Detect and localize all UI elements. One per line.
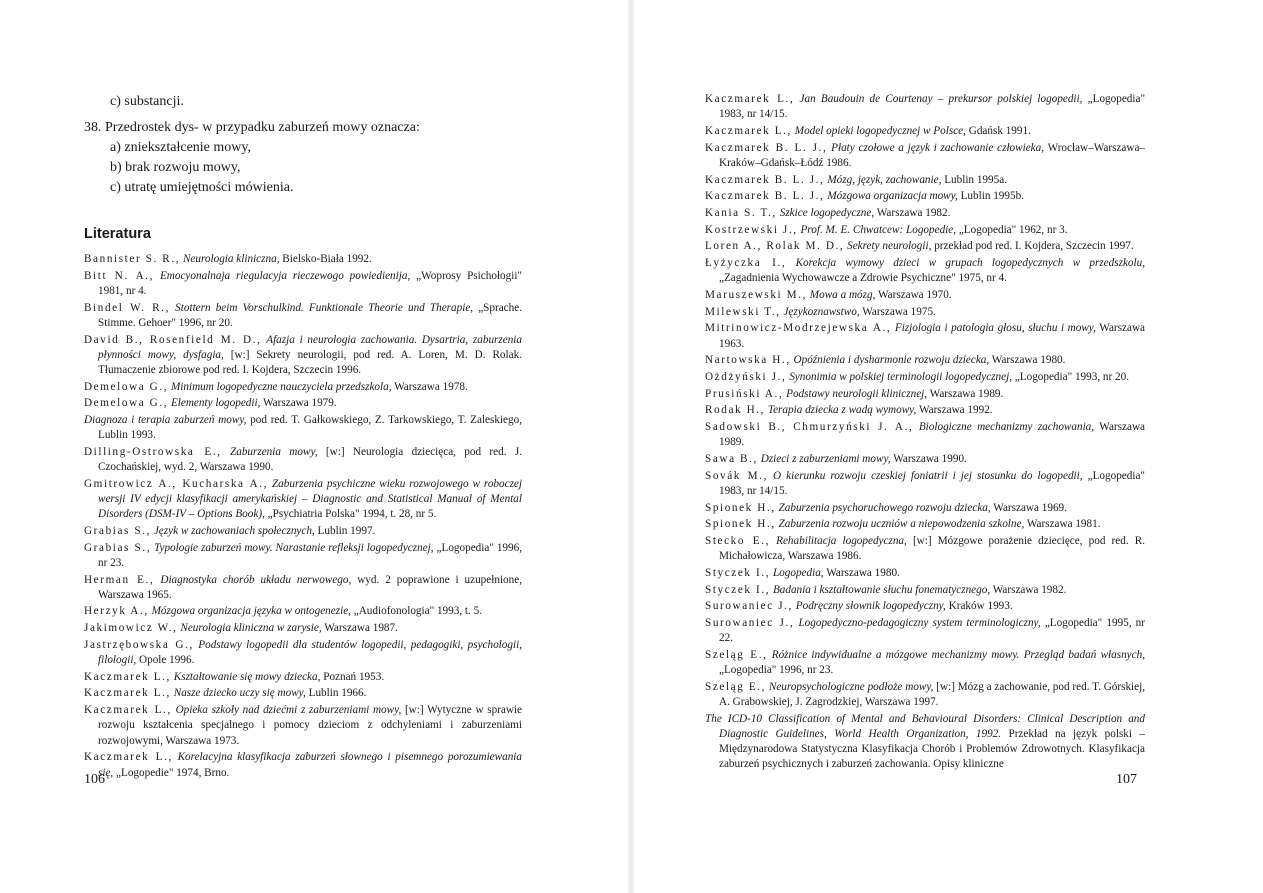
reference-entry	[84, 445, 522, 475]
reference-author: Jastrzębowska G.,	[84, 638, 194, 651]
reference-details: Warszawa 1963.	[719, 322, 1145, 350]
reference-title: Zaburzenia psychoruchowego rozwoju dziecka,	[778, 501, 991, 514]
reference-author: Maruszewski M.,	[705, 288, 807, 301]
reference-entry	[705, 599, 1145, 614]
reference-title: Minimum logopedyczne nauczyciela przedszkola,	[170, 380, 392, 393]
reference-details: Warszawa 1981.	[1024, 518, 1101, 531]
reference-details: „Logopedia" 1993, nr 20.	[1012, 370, 1130, 383]
reference-title: Biologiczne mechanizmy zachowania,	[918, 421, 1095, 434]
reference-entry	[84, 604, 522, 619]
reference-details: „Sprache. Stimme. Gehoer" 1996, nr 20.	[98, 301, 522, 329]
reference-details: Warszawa 1987.	[321, 622, 398, 635]
answer-option: a) zniekształcenie mowy,	[110, 140, 251, 155]
reference-author: Łyżyczka I.,	[705, 257, 787, 270]
reference-details: Lublin 1997.	[314, 524, 376, 537]
reference-entry	[84, 380, 522, 395]
answer-option: b) brak rozwoju mowy,	[110, 160, 241, 175]
reference-details: [w:] Neurologia dziecięca, pod red. J. Czochańskiej, wyd. 2, Warszawa 1990.	[98, 445, 522, 474]
reference-entry	[705, 124, 1145, 139]
reference-title: Podręczny słownik logopedyczny,	[795, 600, 946, 613]
reference-entry	[84, 638, 522, 668]
reference-title: Rehabilitacja logopedyczna,	[776, 534, 907, 547]
reference-title: Badania i kształtowanie słuchu fonematycznego,	[772, 583, 991, 596]
reference-entry	[84, 252, 522, 267]
reference-author: Jakimowicz W.,	[84, 622, 178, 635]
reference-details: [w:] Wytyczne w sprawie rozwoju kształcenia specjalnego i pomocy dzieciom z odchyleniami i zaburzeniami rozwojowymi, Warszawa 1973.	[98, 704, 523, 747]
reference-title: Mózgowa organizacja języka w ontogenezie,	[151, 605, 351, 618]
reference-author: Spionek H.,	[705, 518, 776, 531]
reference-author: David B., Rosenfield M. D.,	[84, 333, 262, 346]
reference-title: Płaty czołowe a język i zachowanie człowieka,	[831, 141, 1045, 154]
reference-author: Grabias S.,	[84, 541, 152, 554]
reference-author: Herzyk A.,	[84, 605, 149, 618]
reference-author: Kaczmarek L.,	[84, 670, 171, 683]
reference-entry	[705, 173, 1145, 188]
reference-entry	[705, 223, 1145, 238]
reference-title: Opóźnienia i dysharmonie rozwoju dziecka,	[793, 354, 990, 367]
reference-title: Fizjologia i patologia głosu, słuchu i mowy,	[894, 322, 1096, 335]
reference-title: Model opieki logopedycznej w Polsce,	[794, 124, 966, 137]
reference-entry	[705, 648, 1145, 678]
reference-details: Warszawa 1980.	[989, 354, 1066, 367]
reference-entry	[84, 621, 522, 636]
reference-entry	[705, 256, 1145, 286]
reference-title: Korekcja wymowy dzieci w grupach logopedycznych w przedszkolu,	[795, 257, 1146, 270]
answer-option: c) utratę umiejętności mówienia.	[110, 180, 294, 195]
reference-details: Warszawa 1982.	[990, 583, 1067, 596]
reference-title: Diagnoza i terapia zaburzeń mowy,	[84, 414, 247, 427]
reference-details: Wrocław–Warszawa–Kraków–Gdańsk–Łódź 1986.	[719, 141, 1146, 169]
reference-entry	[84, 396, 522, 411]
reference-details: „Logopedie" 1974, Brno.	[113, 766, 230, 779]
reference-author: Bindel W. R.,	[84, 301, 171, 314]
reference-title: Diagnostyka chorób układu nerwowego,	[160, 573, 352, 586]
reference-author: Kaczmarek L.,	[84, 687, 171, 700]
references-heading: Literatura	[84, 226, 151, 242]
reference-details: Warszawa 1970.	[875, 288, 952, 301]
reference-author: Bannister S. R.,	[84, 253, 181, 265]
reference-author: Stecko E.,	[705, 534, 770, 547]
reference-details: Gdańsk 1991.	[965, 124, 1031, 137]
reference-entry	[705, 387, 1145, 402]
reference-author: Prusiński A.,	[705, 387, 784, 400]
reference-details: „Logopedia" 1983, nr 14/15.	[719, 469, 1145, 497]
reference-title: Terapia dziecka z wadą wymowy,	[767, 404, 917, 417]
left-page	[0, 0, 631, 893]
reference-details: Opole 1996.	[136, 654, 195, 667]
reference-title: Językoznawstwo,	[783, 305, 860, 318]
reference-title: O kierunku rozwoju czeskiej foniatrii i jej stosunku do logopedii,	[773, 469, 1083, 482]
reference-author: Spionek H.,	[705, 501, 776, 514]
reference-title: The ICD-10 Classification of Mental and Behavioural Disorders: Clinical Description and Diagnostic Guidelines, World Health Organization, 1992.	[705, 712, 1145, 740]
reference-title: Afazja i neurologia zachowania. Dysartria, zaburzenia płynności mowy, dysfagia,	[98, 333, 523, 361]
reference-entry	[705, 583, 1145, 598]
reference-details: Warszawa 1975.	[859, 305, 936, 318]
reference-author: Sawa B.,	[705, 452, 758, 465]
reference-details: przekład pod red. I. Kojdera, Szczecin 1997.	[931, 240, 1134, 253]
reference-details: Poznań 1953.	[320, 670, 385, 683]
reference-author: Szeląg E.,	[705, 648, 768, 661]
reference-details: „Logopedia" 1962, nr 3.	[956, 223, 1068, 236]
reference-author: Nartowska H.,	[705, 354, 791, 367]
reference-entry	[705, 680, 1145, 710]
reference-entry	[705, 403, 1145, 418]
reference-details: „Psychiatria Polska" 1994, t. 28, nr 5.	[264, 508, 437, 521]
reference-author: Kaczmarek B. L. J.,	[705, 173, 825, 186]
reference-author: Rodak H.,	[705, 404, 766, 417]
reference-details: [w:] Mózgowe porażenie dziecięce, pod red. R. Michałowicza, Warszawa 1986.	[719, 534, 1145, 563]
reference-author: Kaczmarek B. L. J.,	[705, 190, 825, 203]
reference-title: Sekrety neurologii,	[847, 240, 932, 253]
reference-title: Emocyonalnaja riegulacyja rieczewogo powiedienija,	[159, 269, 411, 282]
reference-author: Kania S. T.,	[705, 206, 777, 219]
right-page	[631, 0, 1263, 893]
references-list-left	[84, 252, 522, 781]
reference-entry	[705, 288, 1145, 303]
reference-title: Mowa a mózg,	[809, 288, 876, 301]
reference-details: „Audiofonologia" 1993, t. 5.	[350, 605, 483, 618]
reference-entry	[705, 189, 1145, 204]
reference-details: Przekład na język polski – Międzynarodowa Statystyczna Klasyfikacja Chorób i Problemów Zdrowotnych. Klasyfikacja zaburzeń psychicznych i zaburzeń zachowania. Opisy kliniczne	[719, 727, 1146, 771]
reference-details: „Woprosy Psichołogii" 1981, nr 4.	[98, 269, 523, 297]
reference-author: Herman E.,	[84, 573, 155, 586]
reference-author: Kaczmarek L.,	[705, 93, 795, 105]
reference-entry	[705, 420, 1145, 450]
reference-entry	[84, 541, 522, 571]
reference-title: Logopedia,	[772, 566, 824, 579]
reference-author: Gmitrowicz A., Kucharska A.,	[84, 477, 268, 490]
reference-entry	[705, 616, 1145, 646]
reference-title: Jan Baudouin de Courtenay – prekursor polskiej logopedii,	[799, 93, 1083, 105]
reference-details: Warszawa 1969.	[990, 501, 1067, 514]
reference-author: Bitt N. A.,	[84, 269, 155, 282]
reference-details: Warszawa 1980.	[823, 566, 900, 579]
reference-title: Neurologia kliniczna,	[182, 253, 280, 265]
reference-title: Korelacyjna klasyfikacja zaburzeń słownego i pisemnego porozumiewania się,	[98, 751, 522, 779]
reference-entry	[84, 301, 522, 331]
reference-author: Styczek I.,	[705, 566, 771, 579]
reference-entry	[84, 524, 522, 539]
reference-author: Mitrinowicz-Modrzejewska A.,	[705, 322, 892, 335]
reference-details: [w:] Mózg a zachowanie, pod red. T. Górskiej, A. Grabowskiej, J. Zagrodzkiej, Warszawa 1997.	[719, 680, 1146, 709]
reference-author: Loren A., Rolak M. D.,	[705, 240, 845, 253]
reference-entry	[705, 92, 1145, 122]
reference-entry	[705, 452, 1145, 467]
reference-title: Język w zachowaniach społecznych,	[153, 524, 315, 537]
reference-author: Demelowa G.,	[84, 397, 169, 410]
reference-details: Kraków 1993.	[945, 600, 1013, 613]
reference-entry	[84, 686, 522, 701]
reference-entry	[84, 573, 522, 603]
reference-details: „Zagadnienia Wychowawcze a Zdrowie Psychiczne" 1975, nr 4.	[719, 272, 1007, 285]
reference-title: Zaburzenia mowy,	[230, 445, 318, 458]
reference-entry	[84, 269, 522, 299]
reference-author: Grabias S.,	[84, 524, 152, 537]
reference-title: Neurologia kliniczna w zarysie,	[180, 622, 322, 635]
reference-author: Kaczmarek L.,	[705, 124, 792, 137]
reference-entry	[705, 469, 1145, 499]
question-block	[84, 92, 522, 198]
reference-details: Warszawa 1989.	[927, 387, 1004, 400]
reference-title: Zaburzenia rozwoju uczniów a niepowodzenia szkolne,	[778, 518, 1025, 531]
reference-title: Kształtowanie się mowy dziecka,	[173, 670, 321, 683]
reference-title: Synonimia w polskiej terminologii logopedycznej,	[789, 370, 1012, 383]
reference-title: Szkice logopedyczne,	[779, 206, 875, 219]
reference-details: Warszawa 1992.	[916, 404, 993, 417]
reference-entry	[705, 321, 1145, 351]
reference-details: „Logopedia" 1996, nr 23.	[719, 664, 834, 677]
reference-entry	[84, 413, 522, 443]
right-column	[705, 92, 1145, 774]
reference-details: Warszawa 1979.	[260, 397, 337, 410]
reference-author: Szeląg E.,	[705, 680, 767, 693]
reference-details: Warszawa 1990.	[890, 452, 967, 465]
reference-author: Ożdżyński J.,	[705, 370, 787, 383]
reference-entry	[705, 517, 1145, 532]
reference-details: pod red. T. Gałkowskiego, Z. Tarkowskiego, T. Zaleskiego, Lublin 1993.	[98, 414, 522, 442]
reference-author: Demelowa G.,	[84, 380, 169, 393]
reference-details: „Logopedia" 1995, nr 22.	[719, 617, 1145, 645]
reference-author: Sovák M.,	[705, 469, 768, 482]
reference-entry	[705, 712, 1145, 773]
reference-entry	[705, 501, 1145, 516]
reference-title: Różnice indywidualne a mózgowe mechanizmy mowy. Przegląd badań własnych,	[771, 648, 1146, 661]
reference-entry	[705, 239, 1145, 254]
reference-title: Elementy logopedii,	[170, 397, 261, 410]
reference-details: wyd. 2 poprawione i uzupełnione, Warszawa 1965.	[98, 573, 522, 601]
reference-details: Lublin 1995b.	[957, 190, 1024, 203]
reference-entry	[84, 477, 522, 523]
reference-title: Neuropsychologiczne podłoże mowy,	[768, 680, 934, 693]
reference-author: Dilling-Ostrowska E.,	[84, 445, 222, 458]
reference-title: Stottern beim Vorschulkind. Funktionale Theorie und Therapie,	[175, 301, 474, 314]
reference-author: Kaczmarek B. L. J.,	[705, 141, 828, 154]
reference-title: Mózgowa organizacja mowy,	[827, 190, 958, 203]
reference-title: Zaburzenia psychiczne wieku rozwojowego w roboczej wersji IV edycji klasyfikacji amerykańskiej – Diagnostic and Statistical Manual of Mental Disorders (DSM-IV – Options Book),	[98, 477, 523, 521]
reference-entry	[84, 703, 522, 749]
reference-details: Warszawa 1989.	[719, 421, 1145, 449]
reference-details: Warszawa 1982.	[874, 206, 951, 219]
reference-details: „Logopedia" 1983, nr 14/15.	[719, 93, 1146, 121]
reference-author: Styczek I.,	[705, 583, 771, 596]
references-list-right	[705, 92, 1145, 773]
reference-details: Lublin 1995a.	[941, 173, 1007, 186]
reference-entry	[705, 141, 1145, 171]
reference-title: Podstawy logopedii dla studentów logopedii, pedagogiki, psychologii, filologii,	[98, 638, 522, 667]
reference-author: Milewski T.,	[705, 305, 781, 318]
reference-entry	[705, 534, 1145, 564]
reference-author: Sadowski B., Chmurzyński J. A.,	[705, 421, 914, 434]
reference-details: Lublin 1966.	[305, 687, 367, 700]
reference-details: Warszawa 1978.	[391, 380, 468, 393]
page-number-left: 106	[84, 772, 105, 787]
reference-entry	[705, 370, 1145, 385]
reference-entry	[84, 750, 522, 780]
reference-title: Logopedyczno-pedagogiczny system terminologiczny,	[798, 617, 1041, 629]
reference-entry	[705, 353, 1145, 368]
reference-title: Typologie zaburzeń mowy. Narastanie refleksji logopedycznej,	[154, 541, 434, 554]
reference-author: Kaczmarek L.,	[84, 751, 173, 764]
answer-option: c) substancji.	[110, 94, 184, 109]
reference-title: Dzieci z zaburzeniami mowy,	[760, 452, 891, 465]
reference-author: Surowaniec J.,	[705, 617, 795, 629]
page-number-right: 107	[1116, 772, 1137, 787]
reference-details: Bielsko-Biała 1992.	[279, 253, 372, 265]
reference-author: Kostrzewski J.,	[705, 223, 798, 236]
reference-entry	[84, 670, 522, 685]
reference-title: Podstawy neurologii klinicznej,	[786, 387, 928, 400]
reference-entry	[705, 206, 1145, 221]
reference-title: Prof. M. E. Chwatcew: Logopedie,	[800, 223, 957, 236]
reference-title: Opieka szkoły nad dziećmi z zaburzeniami mowy,	[175, 704, 402, 717]
reference-author: Surowaniec J.,	[705, 600, 793, 613]
reference-details: „Logopedia" 1996, nr 23.	[98, 541, 523, 569]
reference-title: Nasze dziecko uczy się mowy,	[173, 687, 306, 700]
reference-author: Kaczmarek L.,	[84, 704, 172, 717]
question-stem: 38. Przedrostek dys- w przypadku zaburzeń mowy oznacza:	[84, 120, 420, 135]
reference-entry	[705, 566, 1145, 581]
left-column	[84, 92, 522, 782]
reference-entry	[705, 305, 1145, 320]
reference-entry	[84, 333, 522, 379]
reference-details: [w:] Sekrety neurologii, pod red. A. Loren, M. D. Rolak. Tłumaczenie zbiorowe pod red. I. Kojdera, Szczecin 1996.	[98, 348, 522, 376]
reference-title: Mózg, język, zachowanie,	[827, 173, 942, 186]
